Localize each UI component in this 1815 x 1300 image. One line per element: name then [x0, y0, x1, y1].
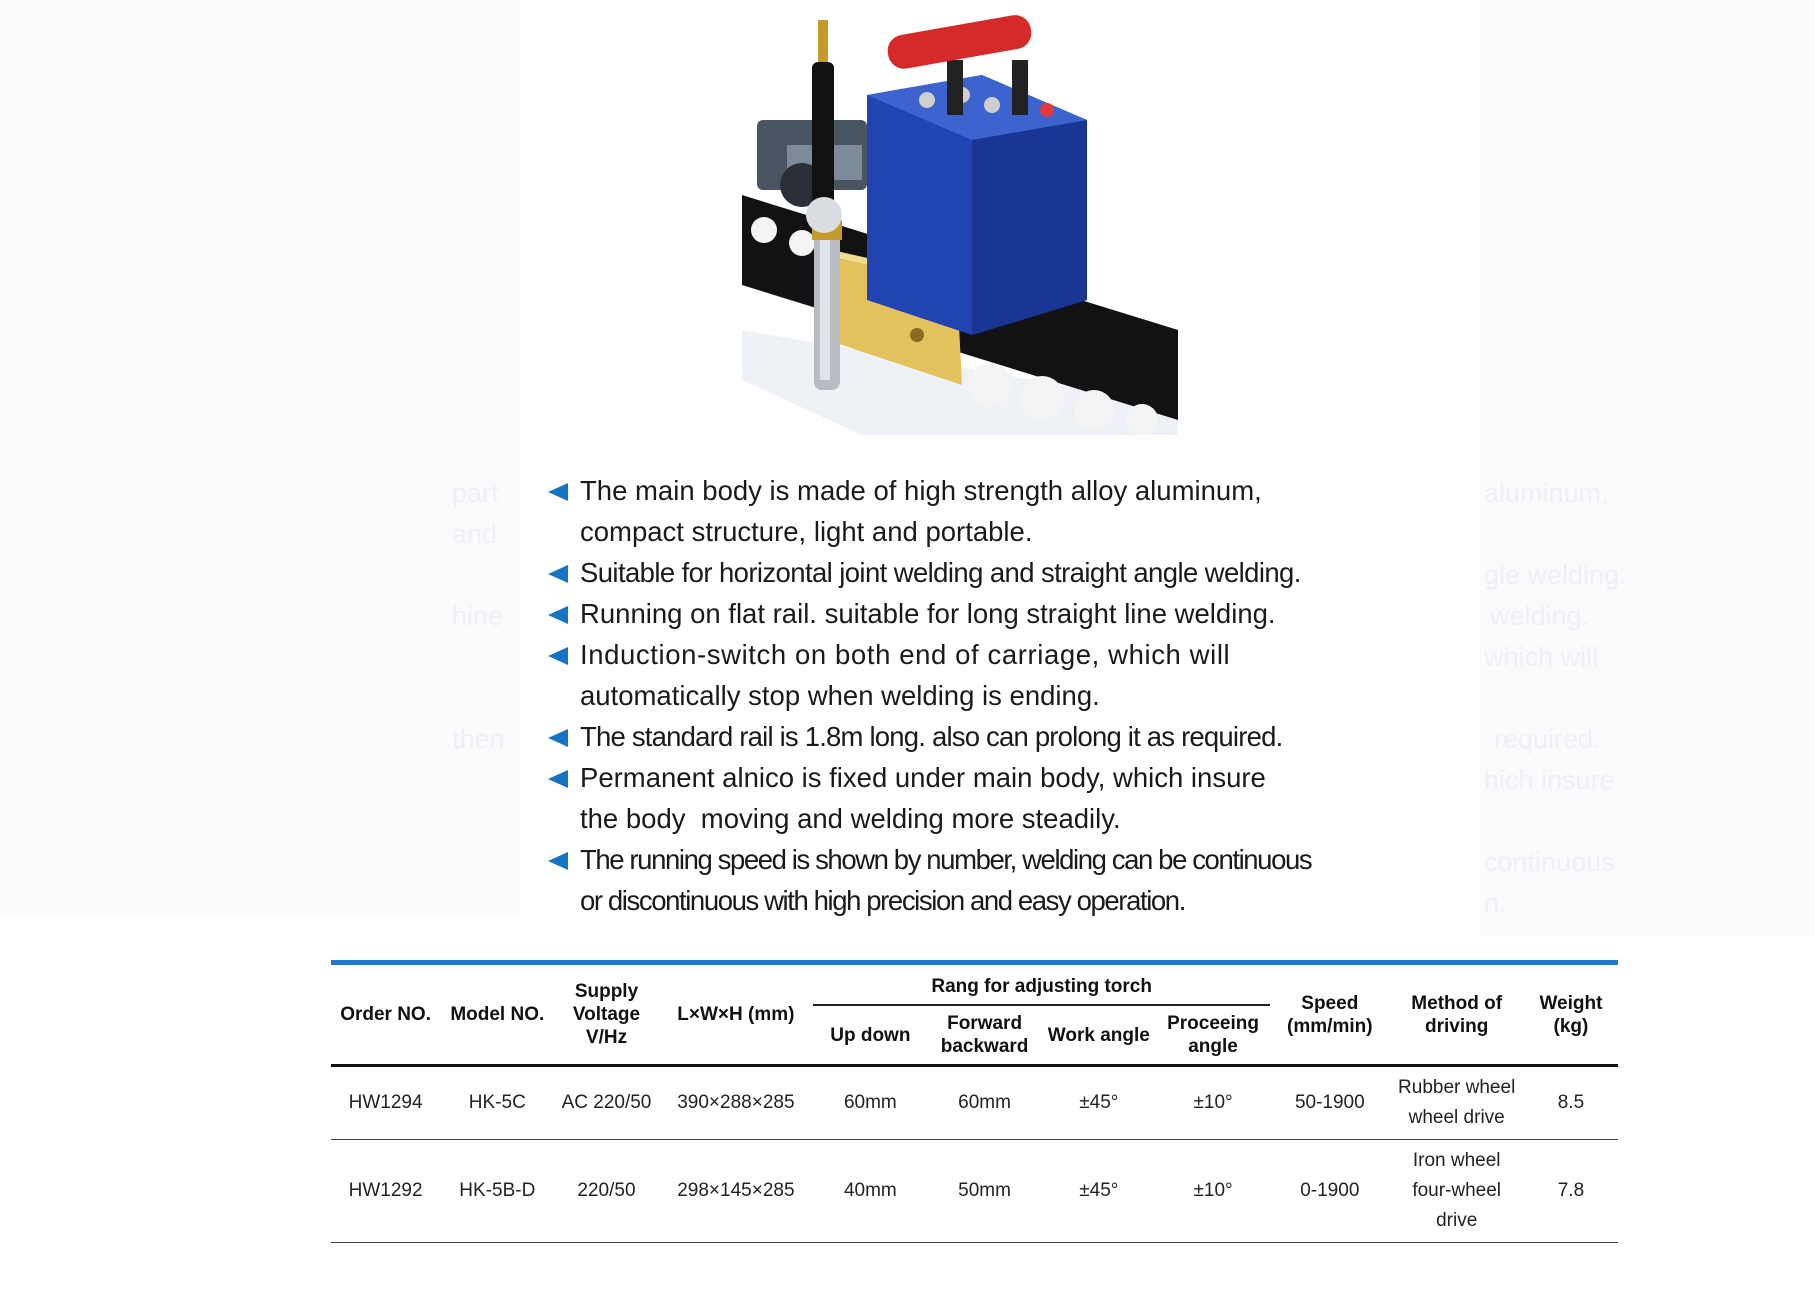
header-speed: Speed (mm/min) — [1270, 963, 1389, 1066]
cell-proceeing-angle: ±10° — [1156, 1066, 1270, 1140]
feature-item — [548, 839, 1378, 921]
header-dimensions: L×W×H (mm) — [659, 963, 814, 1066]
bullet-arrow-icon — [548, 729, 568, 747]
product-image — [742, 0, 1178, 435]
ghost-text: required. — [1494, 724, 1601, 754]
header-torch-group: Rang for adjusting torch — [813, 963, 1270, 1006]
header-supply-voltage: Supply Voltage V/Hz — [554, 963, 658, 1066]
feature-item — [548, 470, 1378, 552]
cell-work-angle: ±45° — [1042, 1140, 1156, 1243]
feature-item — [548, 593, 1378, 634]
cell-dimensions: 390×288×285 — [659, 1066, 814, 1140]
bullet-arrow-icon — [548, 647, 568, 665]
cell-voltage: AC 220/50 — [554, 1066, 658, 1140]
ghost-text: and — [452, 519, 498, 549]
cell-order-no: HW1292 — [331, 1140, 440, 1243]
cell-up-down: 60mm — [813, 1066, 927, 1140]
table-row — [331, 1066, 1618, 1140]
bullet-arrow-icon — [548, 606, 568, 624]
header-forward-backward: Forward backward — [927, 1005, 1041, 1066]
ghost-text: aluminum, — [1484, 478, 1609, 508]
header-up-down: Up down — [813, 1005, 927, 1066]
cell-proceeing-angle: ±10° — [1156, 1140, 1270, 1243]
feature-text: Induction-switch on both end of carriage, which will — [580, 639, 1231, 670]
cell-dimensions: 298×145×285 — [659, 1140, 814, 1243]
ghost-text: which will — [1484, 642, 1599, 672]
ghost-text: continuous — [1484, 847, 1615, 877]
ghost-text: then — [452, 724, 505, 754]
cell-weight: 8.5 — [1524, 1066, 1618, 1140]
cell-method: Iron wheel four-wheel drive — [1389, 1140, 1523, 1243]
bullet-arrow-icon — [548, 770, 568, 788]
cell-speed: 50-1900 — [1270, 1066, 1389, 1140]
cell-model-no: HK-5B-D — [440, 1140, 554, 1243]
cell-forward-backward: 60mm — [927, 1066, 1041, 1140]
cell-weight: 7.8 — [1524, 1140, 1618, 1243]
cell-speed: 0-1900 — [1270, 1140, 1389, 1243]
table-row — [331, 1140, 1618, 1243]
feature-item — [548, 552, 1378, 593]
ghost-text: welding. — [1490, 601, 1590, 631]
ghost-text: gle welding. — [1484, 560, 1627, 590]
header-work-angle: Work angle — [1042, 1005, 1156, 1066]
feature-text: automatically stop when welding is ending. — [580, 680, 1100, 711]
cell-work-angle: ±45° — [1042, 1066, 1156, 1140]
feature-text: The standard rail is 1.8m long. also can prolong it as required. — [580, 721, 1283, 752]
feature-item — [548, 716, 1378, 757]
bullet-arrow-icon — [548, 483, 568, 501]
feature-text: Suitable for horizontal joint welding and straight angle welding. — [580, 557, 1301, 588]
ghost-text: n. — [1484, 888, 1507, 918]
feature-text: The running speed is shown by number, welding can be continuous — [580, 844, 1312, 875]
feature-text: Running on flat rail. suitable for long straight line welding. — [580, 598, 1276, 629]
cell-voltage: 220/50 — [554, 1140, 658, 1243]
feature-item — [548, 634, 1378, 716]
bullet-arrow-icon — [548, 852, 568, 870]
ghost-text: hich insure — [1484, 765, 1615, 795]
background-panel-left — [0, 0, 520, 915]
cell-model-no: HK-5C — [440, 1066, 554, 1140]
specification-table — [331, 960, 1618, 1243]
feature-text: or discontinuous with high precision and easy operation. — [580, 885, 1185, 916]
header-proceeing-angle: Proceeing angle — [1156, 1005, 1270, 1066]
bullet-arrow-icon — [548, 565, 568, 583]
feature-text: compact structure, light and portable. — [580, 516, 1033, 547]
ghost-text: hine — [452, 601, 504, 631]
feature-text: the body moving and welding more steadily. — [580, 803, 1121, 834]
cell-method: Rubber wheel wheel drive — [1389, 1066, 1523, 1140]
cell-forward-backward: 50mm — [927, 1140, 1041, 1243]
header-model-no: Model NO. — [440, 963, 554, 1066]
header-weight: Weight (kg) — [1524, 963, 1618, 1066]
cell-order-no: HW1294 — [331, 1066, 440, 1140]
header-order-no: Order NO. — [331, 963, 440, 1066]
feature-text: The main body is made of high strength alloy aluminum, — [580, 475, 1262, 506]
header-method: Method of driving — [1389, 963, 1523, 1066]
ghost-text: part — [452, 478, 499, 508]
feature-item — [548, 757, 1378, 839]
feature-text: Permanent alnico is fixed under main body, which insure — [580, 762, 1266, 793]
feature-list — [548, 470, 1378, 921]
cell-up-down: 40mm — [813, 1140, 927, 1243]
